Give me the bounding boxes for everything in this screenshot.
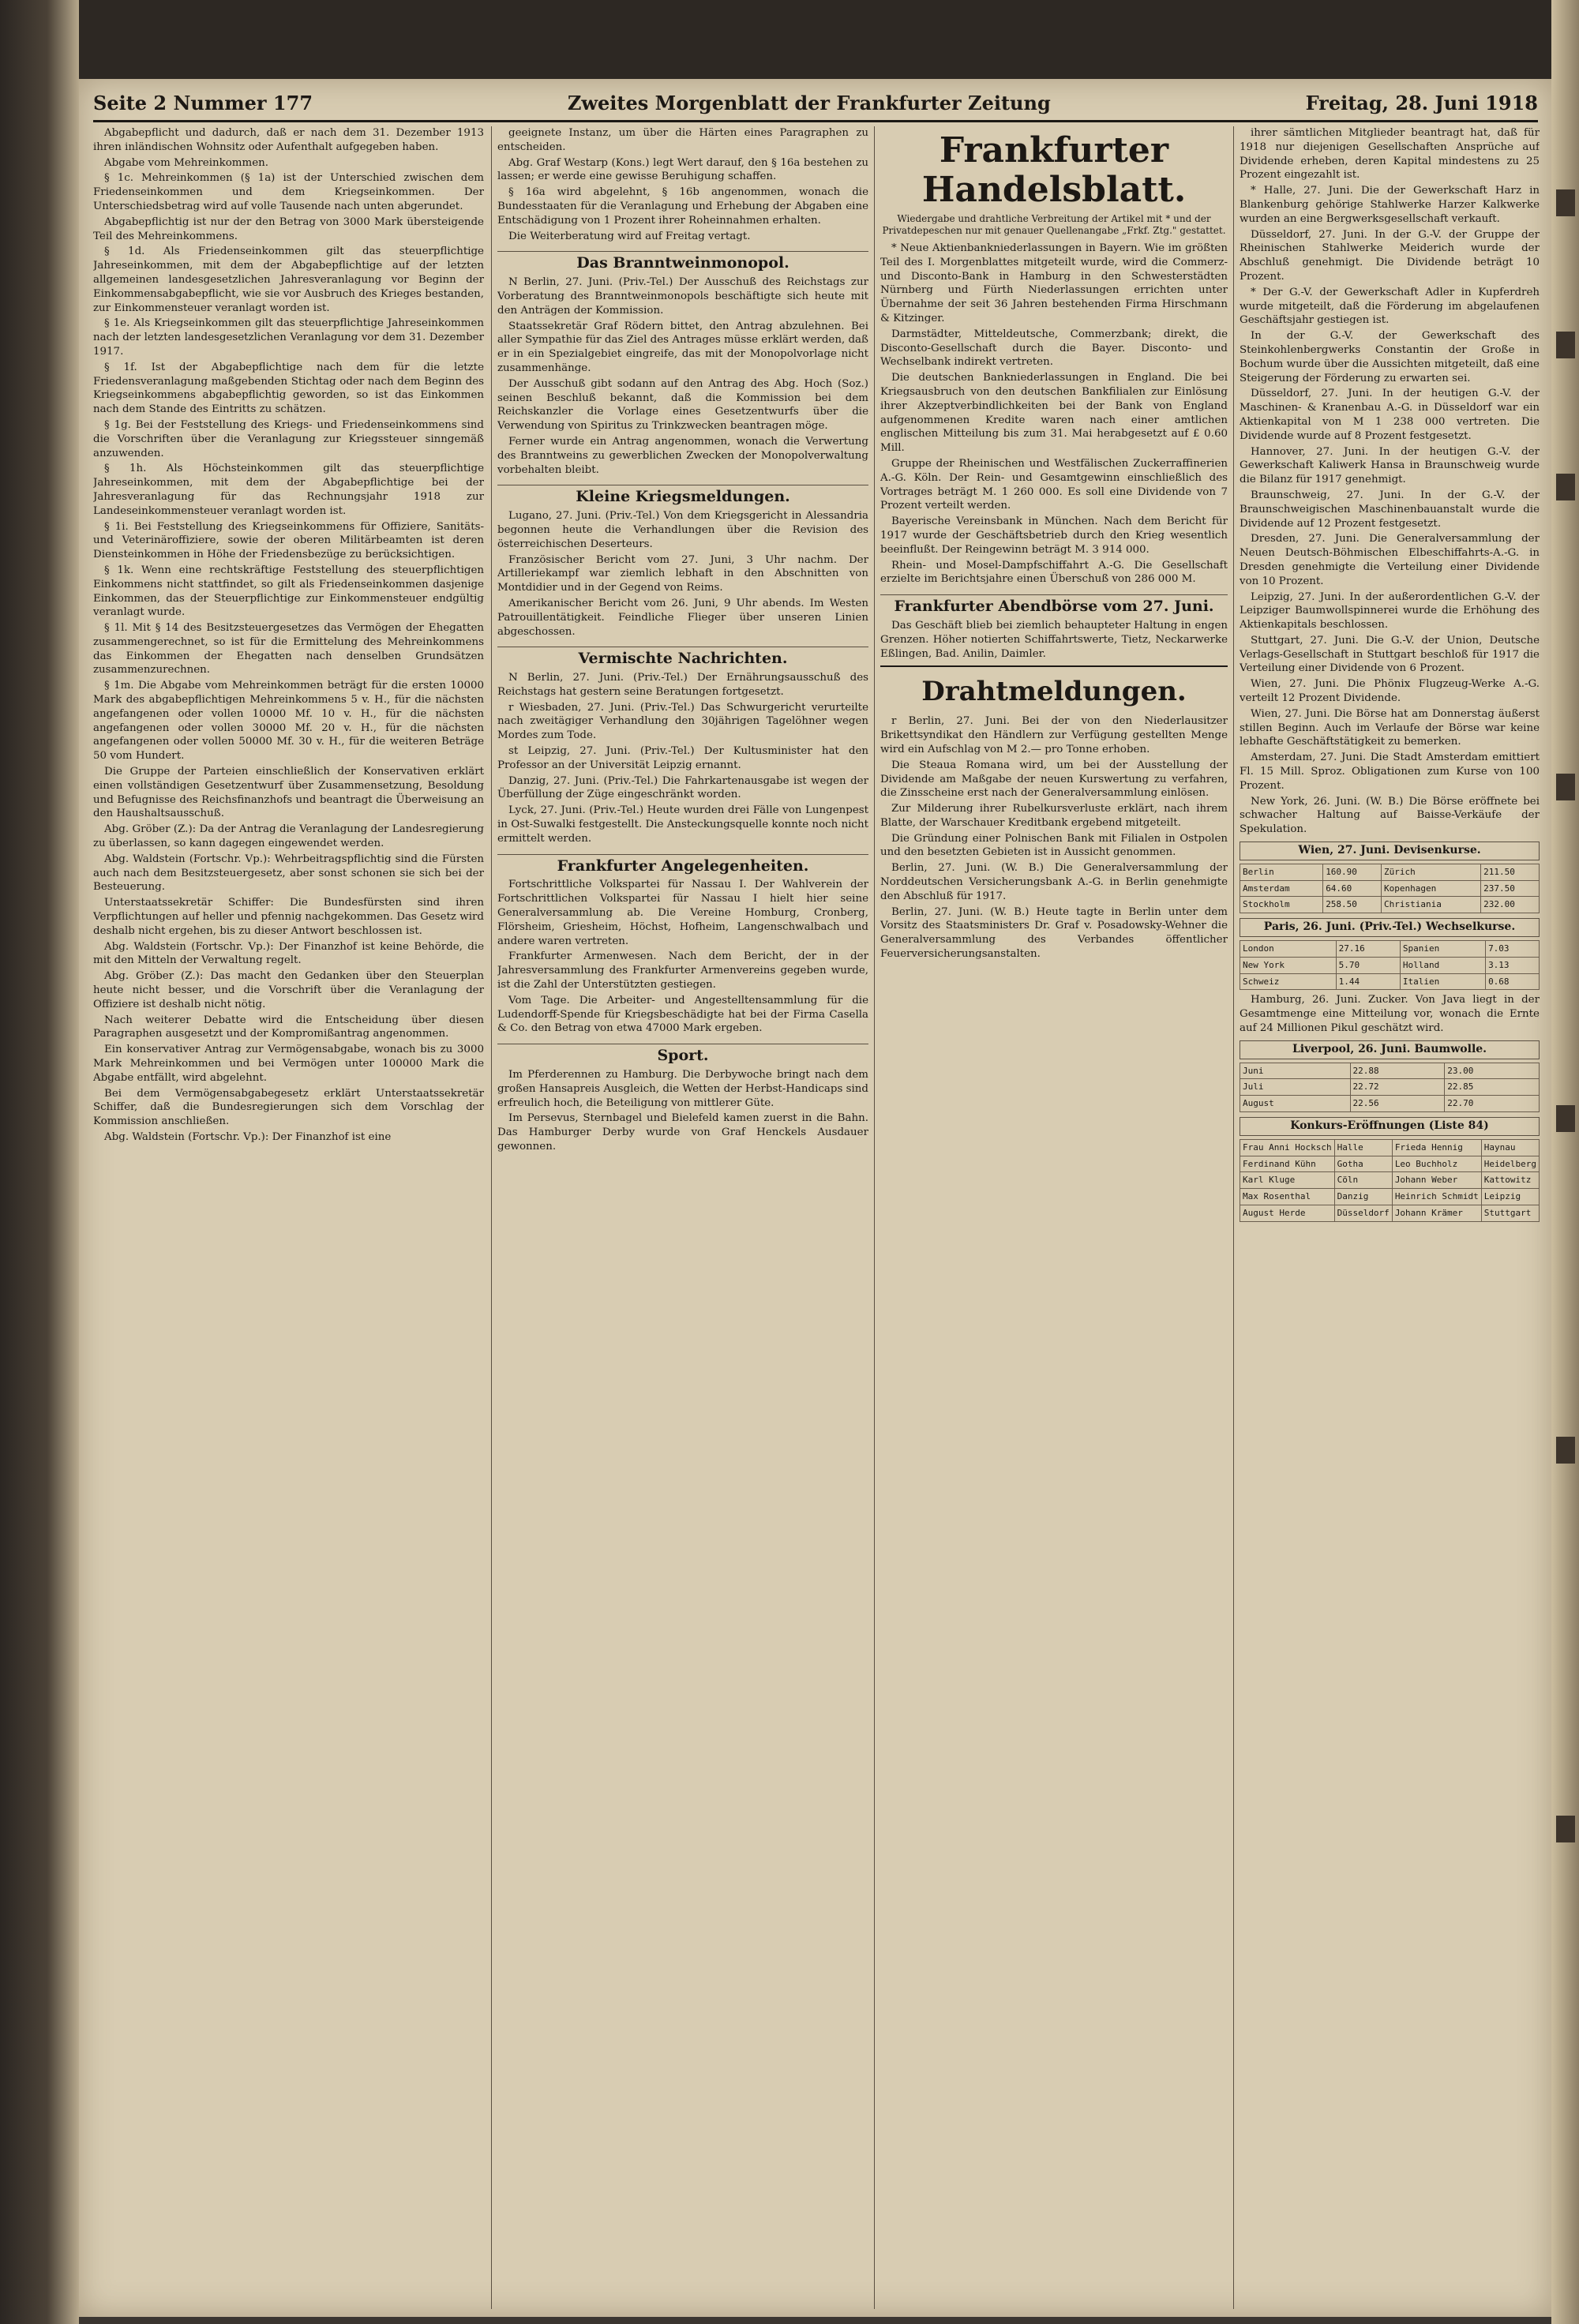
- paper-title: Zweites Morgenblatt der Frankfurter Zeitung: [567, 91, 1051, 114]
- section-heading: Vermischte Nachrichten.: [497, 647, 868, 666]
- table-cell: Leipzig: [1481, 1189, 1539, 1205]
- article-paragraph: N Berlin, 27. Juni. (Priv.-Tel.) Der Ausschuß des Reichstags zur Vorberatung des Branntweinmonopols beschäftigte sich heute mit den Anträgen der Kommission.: [497, 276, 868, 317]
- table-row: [1240, 864, 1540, 880]
- article-paragraph: Ein konservativer Antrag zur Vermögensabgabe, wonach bis zu 3000 Mark Mehreinkommen und bei Vermögen unter 100000 Mark die Abgabe entfällt, wird abgelehnt.: [93, 1044, 484, 1084]
- table-row: [1240, 1079, 1540, 1096]
- section-heading: Sport.: [497, 1044, 868, 1063]
- table-cell: Danzig: [1334, 1189, 1392, 1205]
- article-paragraph: Die deutschen Bankniederlassungen in England. Die bei Kriegsausbruch von den deutschen Bankfilialen zur Einlösung ihrer Akzeptverbindlichkeiten bei der Bank von England aufgenommenen Kredite waren nach einer amtlichen englischen Mitteilung bis zum 31. Mai herabgesetzt auf £ 0.60 Mill.: [880, 372, 1228, 455]
- table-cell: Zürich: [1382, 864, 1481, 880]
- article-paragraph: Abg. Waldstein (Fortschr. Vp.): Der Finanzhof ist eine: [104, 1130, 392, 1143]
- article-paragraph: § 1c. Mehreinkommen (§ 1a) ist der Unterschied zwischen dem Friedenseinkommen und dem Kriegseinkommen. Der Unterschiedsbetrag wird auf volle Tausende nach unten abgerundet.: [93, 172, 484, 212]
- section-heading: Das Branntweinmonopol.: [497, 251, 868, 271]
- article-paragraph: § 1e. Als Kriegseinkommen gilt das steuerpflichtige Jahreseinkommen nach der letzten landesgesetzlichen Veranlagung vor dem 31. Dezember 1917.: [93, 317, 484, 358]
- table-cell: New York: [1240, 957, 1337, 973]
- column-2: [497, 126, 868, 2309]
- article-paragraph: Lyck, 27. Juni. (Priv.-Tel.) Heute wurden drei Fälle von Lungenpest in Ost-Suwalki festgestellt. Die Ansteckungsquelle konnte noch nicht ermittelt werden.: [497, 804, 868, 845]
- masthead: [93, 85, 1538, 122]
- paris-table: [1240, 940, 1540, 990]
- article-paragraph: § 1m. Die Abgabe vom Mehreinkommen beträgt für die ersten 10000 Mark des abgabepflichtigen Mehreinkommens 5 v. H., für die nächsten angefangenen oder vollen 10000 Mf. 10 v. H., für die nächsten angefangenen oder vollen 30000 Mf. 20 v. H., für die nächsten angefangenen oder vollen 50000 Mf. 30 v. H., für die weiteren Beträge 50 vom Hundert.: [93, 680, 484, 763]
- handelsblatt-notice: Wiedergabe und drahtliche Verbreitung der Artikel mit * und der Privatdepeschen nur mit genauer Quellenangabe „Frkf. Ztg." gestattet.: [882, 213, 1226, 236]
- table-row: [1240, 1172, 1540, 1189]
- article-paragraph: N Berlin, 27. Juni. (Priv.-Tel.) Der Ernährungsausschuß des Reichstags hat gestern seine Beratungen fortgesetzt.: [497, 672, 868, 698]
- table-cell: Frieda Hennig: [1392, 1139, 1481, 1156]
- table-row: [1240, 1096, 1540, 1112]
- table-cell: 258.50: [1323, 897, 1382, 913]
- abendboerse-heading: Frankfurter Abendbörse vom 27. Juni.: [880, 594, 1228, 614]
- book-spine: [0, 0, 79, 2324]
- section-heading: Kleine Kriegsmeldungen.: [497, 485, 868, 504]
- table-cell: Cöln: [1334, 1172, 1392, 1189]
- table-cell: 5.70: [1336, 957, 1400, 973]
- table-cell: 237.50: [1481, 880, 1540, 897]
- table-cell: 7.03: [1486, 941, 1540, 958]
- section-heading: Frankfurter Angelegenheiten.: [497, 854, 868, 874]
- article-paragraph: * Halle, 27. Juni. Die der Gewerkschaft Harz in Blankenburg gehörige Stahlwerke Harzer Kalkwerke wurden an eine Bergwerksgesellschaft verkauft.: [1240, 185, 1540, 225]
- article-paragraph: § 1k. Wenn eine rechtskräftige Feststellung des steuerpflichtigen Einkommens nicht stattfindet, so gilt als Friedenseinkommen dasjenige Einkommen, das der Steuerpflichtige zur Einkommensteuer endgültig veranlagt wurde.: [93, 564, 484, 619]
- article-paragraph: Staatssekretär Graf Rödern bittet, den Antrag abzulehnen. Bei aller Sympathie für das Ziel des Antrages müsse erklärt werden, daß er in ein Spezialgebiet eingreife, das mit der Monopolvorlage nicht zusammenhänge.: [497, 320, 868, 374]
- table-row: [1240, 880, 1540, 897]
- table-row: [1240, 1063, 1540, 1079]
- page-edge: [1551, 0, 1579, 2324]
- liverpool-table: [1240, 1063, 1540, 1112]
- konkurs-table: [1240, 1139, 1540, 1222]
- table-cell: Italien: [1400, 973, 1485, 990]
- table-row: [1240, 1139, 1540, 1156]
- article-paragraph: Vom Tage. Die Arbeiter- und Angestelltensammlung für die Ludendorff-Spende für Kriegsbeschädigte hat bei der Firma Casella & Co. den Betrag von etwa 47000 Mark ergeben.: [497, 994, 868, 1035]
- table-cell: Stockholm: [1240, 897, 1323, 913]
- article-paragraph: Hannover, 27. Juni. In der heutigen G.-V. der Gewerkschaft Kaliwerk Hansa in Braunschweig wurde die Bilanz für 1917 genehmigt.: [1240, 445, 1540, 486]
- table-cell: August Herde: [1240, 1205, 1335, 1221]
- table-cell: Frau Anni Hocksch: [1240, 1139, 1335, 1156]
- table-row: [1240, 973, 1540, 990]
- article-paragraph: Der Ausschuß gibt sodann auf den Antrag des Abg. Hoch (Soz.) seinen Beschluß bekannt, daß die Kommission bei dem Reichskanzler die Vorlage eines Gesetzentwurfs über die Verwendung von Spiritus zu Trinkzwecken beantragen möge.: [497, 377, 868, 433]
- table-cell: London: [1240, 941, 1337, 958]
- article-paragraph: Die Steaua Romana wird, um bei der Ausstellung der Dividende am Maßgabe der neuen Kurswertung zu verfahren, die Zinsscheine erst nach der Generalversammlung einlösen.: [880, 759, 1228, 800]
- column-4: [1240, 126, 1540, 2309]
- article-paragraph: Frankfurter Armenwesen. Nach dem Bericht, der in der Jahresversammlung des Frankfurter Armenvereins gegeben wurde, ist die Zahl der Unterstützten gestiegen.: [497, 950, 868, 991]
- issue-date: Freitag, 28. Juni 1918: [1305, 91, 1538, 114]
- article-paragraph: § 1d. Als Friedenseinkommen gilt das steuerpflichtige Jahreseinkommen, mit dem der Abgabepflichtige auf der letzten allgemeinen landesgesetzlichen Jahresveranlagung vor Beginn der Einkommensabgabepflicht, wie sie vor Ausbruch des Krieges bestanden, zur Einkommensteuer veranlagt worden ist.: [93, 246, 484, 314]
- table-cell: Stuttgart: [1481, 1205, 1539, 1221]
- article-paragraph: Abg. Waldstein (Fortschr. Vp.): Der Finanzhof ist keine Behörde, die mit den Mitteln der Verwaltung regelt.: [93, 940, 484, 967]
- table-row: [1240, 941, 1540, 958]
- table-cell: Spanien: [1400, 941, 1485, 958]
- article-paragraph: Berlin, 27. Juni. (W. B.) Die Generalversammlung der Norddeutschen Versicherungsbank A.-G. in Berlin genehmigte den Abschluß für 1917.: [880, 862, 1228, 902]
- column-rule: [1233, 126, 1234, 2309]
- table-cell: Kattowitz: [1481, 1172, 1539, 1189]
- article-paragraph: Abgabe vom Mehreinkommen.: [104, 156, 268, 169]
- table-cell: Leo Buchholz: [1392, 1156, 1481, 1172]
- column-1: [93, 126, 484, 2309]
- article-paragraph: Fortschrittliche Volkspartei für Nassau I. Der Wahlverein der Fortschrittlichen Volkspartei für Nassau I hielt hier seine Generalversammlung ab. Die Vereine Homburg, Cronberg, Flörsheim, Griesheim, Höchst, Hofheim, Langenschwalbach und andere waren vertreten.: [497, 879, 868, 947]
- table-cell: Juli: [1240, 1079, 1351, 1096]
- article-paragraph: Französischer Bericht vom 27. Juni, 3 Uhr nachm. Der Artilleriekampf war ziemlich lebhaft in den Abschnitten von Montdidier und in der Gegend von Reims.: [497, 553, 868, 594]
- article-paragraph: Die Gruppe der Parteien einschließlich der Konservativen erklärt einen vollständigen Gesetzentwurf über Zusammensetzung, Besoldung und Befugnisse des Reichsfinanzhofs und beantragt die Überweisung an den Haushaltsausschuß.: [93, 766, 484, 820]
- article-paragraph: r Berlin, 27. Juni. Bei der von den Niederlausitzer Brikettsyndikat den Händlern zur Verfügung gestellten Menge wird ein Aufschlag von M 2.— pro Tonne erhoben.: [880, 715, 1228, 755]
- article-paragraph: st Leipzig, 27. Juni. (Priv.-Tel.) Der Kultusminister hat den Professor an der Universität Leipzig ernannt.: [497, 745, 868, 771]
- konkurs-title: Konkurs-Eröffnungen (Liste 84): [1240, 1117, 1540, 1136]
- article-paragraph: Abgabepflichtig ist nur der den Betrag von 3000 Mark übersteigende Teil des Mehreinkommens.: [93, 216, 484, 242]
- article-paragraph: Die Weiterberatung wird auf Freitag vertagt.: [508, 230, 751, 242]
- table-cell: 22.72: [1350, 1079, 1445, 1096]
- article-paragraph: Im Persevus, Sternbagel und Bielefeld kamen zuerst in die Bahn. Das Hamburger Derby wurde von Graf Henckels Ausdauer gewonnen.: [497, 1112, 868, 1153]
- table-row: [1240, 897, 1540, 913]
- article-paragraph: ihrer sämtlichen Mitglieder beantragt hat, daß für 1918 nur diejenigen Gesellschaften Ansprüche auf Dividende erheben, deren Kapital mindestens zu 25 Prozent eingezahlt ist.: [1240, 127, 1540, 182]
- table-cell: Christiania: [1382, 897, 1481, 913]
- table-cell: 22.88: [1350, 1063, 1445, 1079]
- article-paragraph: Amerikanischer Bericht vom 26. Juni, 9 Uhr abends. Im Westen Patrouillentätigkeit. Feindliche Flieger über unseren Linien abgeschossen.: [497, 597, 868, 638]
- article-paragraph: Wien, 27. Juni. Die Phönix Flugzeug-Werke A.-G. verteilt 12 Prozent Dividende.: [1240, 678, 1540, 705]
- table-cell: Haynau: [1481, 1139, 1539, 1156]
- table-cell: 0.68: [1486, 973, 1540, 990]
- table-cell: Johann Weber: [1392, 1172, 1481, 1189]
- table-cell: Kopenhagen: [1382, 880, 1481, 897]
- table-cell: Ferdinand Kühn: [1240, 1156, 1335, 1172]
- article-paragraph: Amsterdam, 27. Juni. Die Stadt Amsterdam emittiert Fl. 15 Mill. Sproz. Obligationen zum Kurse von 100 Prozent.: [1240, 752, 1540, 792]
- article-paragraph: Rhein- und Mosel-Dampfschiffahrt A.-G. Die Gesellschaft erzielte im Berichtsjahre einen Überschuß von 286 000 M.: [880, 559, 1228, 586]
- article-paragraph: Unterstaatssekretär Schiffer: Die Bundesfürsten sind ihren Verpflichtungen auf heller und pfennig nachgekommen. Das Gesetz wird deshalb nicht ergehen, bis zu dieser Antwort beschlossen ist.: [93, 897, 484, 937]
- table-cell: 23.00: [1445, 1063, 1540, 1079]
- table-cell: 1.44: [1336, 973, 1400, 990]
- table-row: [1240, 1205, 1540, 1221]
- article-paragraph: Düsseldorf, 27. Juni. In der G.-V. der Gruppe der Rheinischen Stahlwerke Meiderich wurde der Abschluß genehmigt. Die Dividende beträgt 10 Prozent.: [1240, 228, 1540, 283]
- table-cell: Düsseldorf: [1334, 1205, 1392, 1221]
- article-paragraph: Danzig, 27. Juni. (Priv.-Tel.) Die Fahrkartenausgabe ist wegen der Überfüllung der Züge eingeschränkt worden.: [497, 774, 868, 801]
- article-paragraph: Abg. Gröber (Z.): Das macht den Gedanken über den Steuerplan heute nicht besser, und die Vorschrift über die Veranlagung der Offiziere ist deshalb nicht nötig.: [93, 970, 484, 1010]
- article-paragraph: r Wiesbaden, 27. Juni. (Priv.-Tel.) Das Schwurgericht verurteilte nach zweitägiger Verhandlung den 30jährigen Tagelöhner wegen Mordes zum Tode.: [497, 701, 868, 742]
- table-cell: 211.50: [1481, 864, 1540, 880]
- article-paragraph: * Der G.-V. der Gewerkschaft Adler in Kupferdreh wurde mitgeteilt, daß die Förderung im abgelaufenen Geschäftsjahr gestiegen ist.: [1240, 286, 1540, 327]
- article-paragraph: Im Pferderennen zu Hamburg. Die Derbywoche bringt nach dem großen Hansapreis Ausgleich, die Wetten der Herbst-Handicaps sind erfreulich hoch, die Beteiligung von mittlerer Güte.: [497, 1069, 868, 1109]
- table-cell: Karl Kluge: [1240, 1172, 1335, 1189]
- article-paragraph: Berlin, 27. Juni. (W. B.) Heute tagte in Berlin unter dem Vorsitz des Staatsministers Dr. Graf v. Posadowsky-Wehner die Generalversammlung des Verbandes öffentlicher Feuerversicherungsanstalten.: [880, 905, 1228, 961]
- table-cell: Max Rosenthal: [1240, 1189, 1335, 1205]
- article-paragraph: Darmstädter, Mitteldeutsche, Commerzbank; direkt, die Disconto-Gesellschaft durch die Bayer. Disconto- und Wechselbank indirekt vertreten.: [880, 328, 1228, 369]
- table-cell: 232.00: [1481, 897, 1540, 913]
- table-cell: Amsterdam: [1240, 880, 1323, 897]
- article-paragraph: § 1l. Mit § 14 des Besitzsteuergesetzes das Vermögen der Ehegatten zusammengerechnet, so ist für die Ermittelung des Mehreinkommens das Einkommen der Ehegatten nach denselben Grundsätzen zusammenzurechnen.: [93, 622, 484, 677]
- table-cell: 160.90: [1323, 864, 1382, 880]
- article-paragraph: Die Gründung einer Polnischen Bank mit Filialen in Ostpolen und den besetzten Gebieten ist in Aussicht genommen.: [880, 832, 1228, 859]
- article-paragraph: Ferner wurde ein Antrag angenommen, wonach die Verwertung des Branntweins zu gewerblichen Zwecken der Monopolverwaltung vorbehalten bleibt.: [497, 435, 868, 476]
- scanner-background: [79, 0, 1551, 79]
- article-paragraph: Bei dem Vermögensabgabegesetz erklärt Unterstaatssekretär Schiffer, daß die Bundesregierungen sich dem Vorschlag der Kommission anschließen.: [93, 1087, 484, 1128]
- article-paragraph: Abg. Graf Westarp (Kons.) legt Wert darauf, den § 16a bestehen zu lassen; er werde eine gewisse Beruhigung schaffen.: [497, 156, 868, 183]
- article-paragraph: Gruppe der Rheinischen und Westfälischen Zuckerraffinerien A.-G. Köln. Der Rein- und Gesamtgewinn einschließlich des Vortrages beträgt M. 1 260 000. Es soll eine Dividende von 7 Prozent verteilt werden.: [880, 457, 1228, 512]
- abendboerse-text: Das Geschäft blieb bei ziemlich behaupteter Haltung in engen Grenzen. Höher notierten Schiffahrtswerte, Tietz, Neckarwerke Eßlingen, Bad. Anilin, Daimler.: [880, 619, 1228, 660]
- table-cell: 22.85: [1445, 1079, 1540, 1096]
- table-cell: Johann Krämer: [1392, 1205, 1481, 1221]
- column-3-handelsblatt: [880, 126, 1228, 2309]
- table-cell: Berlin: [1240, 864, 1323, 880]
- article-paragraph: New York, 26. Juni. (W. B.) Die Börse eröffnete bei schwacher Haltung auf Baisse-Verkäufe der Spekulation.: [1240, 795, 1540, 836]
- article-paragraph: * Neue Aktienbankniederlassungen in Bayern. Wie im größten Teil des I. Morgenblattes mitgeteilt wurde, wird die Commerz- und Disconto-Bank in Hamburg in den Schwesterstädten Nürnberg und Fürth Niederlassungen errichten unter Übernahme der seit 36 Jahren bestehenden Firma Hirschmann & Kitzinger.: [880, 242, 1228, 324]
- article-paragraph: In der G.-V. der Gewerkschaft des Steinkohlenbergwerks Constantin der Große in Bochum wurde über die Aussichten mitgeteilt, daß eine Steigerung der Förderung zu erwarten sei.: [1240, 330, 1540, 384]
- article-paragraph: § 1g. Bei der Feststellung des Kriegs- und Friedenseinkommens sind die Vorschriften über die Veranlagung zur Kriegssteuer sinngemäß anzuwenden.: [93, 418, 484, 459]
- hamburg-text: Hamburg, 26. Juni. Zucker. Von Java liegt in der Gesamtmenge eine Mitteilung vor, wonach die Ernte auf 24 Millionen Pikul geschätzt wird.: [1240, 994, 1540, 1035]
- article-paragraph: Leipzig, 27. Juni. In der außerordentlichen G.-V. der Leipziger Baumwollspinnerei wurde die Erhöhung des Aktienkapitals beschlossen.: [1240, 590, 1540, 632]
- article-paragraph: Stuttgart, 27. Juni. Die G.-V. der Union, Deutsche Verlags-Gesellschaft in Stuttgart beschloß für 1917 die Verteilung einer Dividende von 6 Prozent.: [1240, 634, 1540, 675]
- liverpool-title: Liverpool, 26. Juni. Baumwolle.: [1240, 1040, 1540, 1059]
- table-cell: Halle: [1334, 1139, 1392, 1156]
- table-row: [1240, 1189, 1540, 1205]
- table-cell: 22.70: [1445, 1096, 1540, 1112]
- paris-title: Paris, 26. Juni. (Priv.-Tel.) Wechselkurse.: [1240, 918, 1540, 937]
- table-cell: Heidelberg: [1481, 1156, 1539, 1172]
- article-paragraph: Braunschweig, 27. Juni. In der G.-V. der Braunschweigischen Maschinenbauanstalt wurde die Dividende auf 12 Prozent festgesetzt.: [1240, 489, 1540, 530]
- drahtmeldungen-heading: Drahtmeldungen.: [880, 665, 1228, 711]
- table-cell: August: [1240, 1096, 1351, 1112]
- table-row: [1240, 957, 1540, 973]
- article-paragraph: § 1f. Ist der Abgabepflichtige nach dem für die letzte Friedensveranlagung maßgebenden Stichtag oder nach dem Beginn des Kriegseinkommens abgabepflichtig geworden, so ist das Einkommen nach dem Stande des Eintritts zu schätzen.: [93, 361, 484, 416]
- article-paragraph: Wien, 27. Juni. Die Börse hat am Donnerstag äußerst stillen Beginn. Auch im Verlaufe der Börse war keine lebhafte Geschäftstätigkeit zu bemerken.: [1240, 707, 1540, 748]
- handelsblatt-title: Frankfurter Handelsblatt.: [921, 130, 1187, 210]
- devisen-table: [1240, 864, 1540, 913]
- newspaper-page: [79, 79, 1551, 2317]
- column-rule: [874, 126, 875, 2309]
- table-cell: Holland: [1400, 957, 1485, 973]
- article-paragraph: Abgabepflicht und dadurch, daß er nach dem 31. Dezember 1913 ihren inländischen Wohnsitz oder Aufenthalt aufgegeben haben.: [93, 127, 484, 153]
- article-paragraph: Bayerische Vereinsbank in München. Nach dem Bericht für 1917 wurde der Geschäftsbetrieb durch den Krieg wesentlich beeinflußt. Der Reingewinn beträgt M. 3 914 000.: [880, 515, 1228, 556]
- table-cell: 3.13: [1486, 957, 1540, 973]
- article-paragraph: § 16a wird abgelehnt, § 16b angenommen, wonach die Bundesstaaten für die Veranlagung und Erhebung der Abgaben eine Entschädigung von 1 Prozent ihrer Roheinnahmen erhalten.: [497, 186, 868, 227]
- article-paragraph: § 1i. Bei Feststellung des Kriegseinkommens für Offiziere, Sanitäts- und Veterinäroffiziere, sowie der oberen Militärbeamten ist deren Diensteinkommen in Höhe der Friedensbezüge zu berücksichtigen.: [93, 520, 484, 561]
- table-cell: 27.16: [1336, 941, 1400, 958]
- article-paragraph: geeignete Instanz, um über die Härten eines Paragraphen zu entscheiden.: [497, 127, 868, 153]
- column-rule: [491, 126, 492, 2309]
- article-paragraph: § 1h. Als Höchsteinkommen gilt das steuerpflichtige Jahreseinkommen, mit dem der Abgabepflichtige bei der Jahresveranlagung für das Rechnungsjahr 1918 zur Landeseinkommensteuer veranlagt worden ist.: [93, 463, 484, 517]
- table-cell: Gotha: [1334, 1156, 1392, 1172]
- table-cell: Juni: [1240, 1063, 1351, 1079]
- table-cell: Heinrich Schmidt: [1392, 1189, 1481, 1205]
- devisen-title: Wien, 27. Juni. Devisenkurse.: [1240, 842, 1540, 860]
- article-paragraph: Düsseldorf, 27. Juni. In der heutigen G.-V. der Maschinen- & Kranenbau A.-G. in Düsseldorf war ein Aktienkapital von M 1 238 000 vertreten. Die Dividende wurde auf 8 Prozent festgesetzt.: [1240, 388, 1540, 442]
- article-paragraph: Dresden, 27. Juni. Die Generalversammlung der Neuen Deutsch-Böhmischen Elbeschiffahrts-A.-G. in Dresden genehmigte die Verteilung einer Dividende von 10 Prozent.: [1240, 533, 1540, 587]
- article-paragraph: Lugano, 27. Juni. (Priv.-Tel.) Von dem Kriegsgericht in Alessandria begonnen heute die Verhandlungen über die Revision des österreichischen Deserteurs.: [497, 510, 868, 550]
- table-cell: 22.56: [1350, 1096, 1445, 1112]
- table-cell: 64.60: [1323, 880, 1382, 897]
- article-paragraph: Nach weiterer Debatte wird die Entscheidung über diesen Paragraphen ausgesetzt und der Kompromißantrag angenommen.: [93, 1014, 484, 1040]
- table-cell: Schweiz: [1240, 973, 1337, 990]
- table-row: [1240, 1156, 1540, 1172]
- article-paragraph: Abg. Waldstein (Fortschr. Vp.): Wehrbeitragspflichtig sind die Fürsten auch nach dem Besitzsteuergesetz, aber sonst schonen sie sich bei der Besteuerung.: [93, 853, 484, 894]
- article-paragraph: Abg. Gröber (Z.): Da der Antrag die Veranlagung der Landesregierung zu überlassen, so kann dagegen eingewendet werden.: [93, 823, 484, 850]
- article-paragraph: Zur Milderung ihrer Rubelkursverluste erklärt, nach ihrem Blatte, der Warschauer Kreditbank ergebend mitgeteilt.: [880, 803, 1228, 829]
- page-number: Seite 2 Nummer 177: [93, 91, 313, 114]
